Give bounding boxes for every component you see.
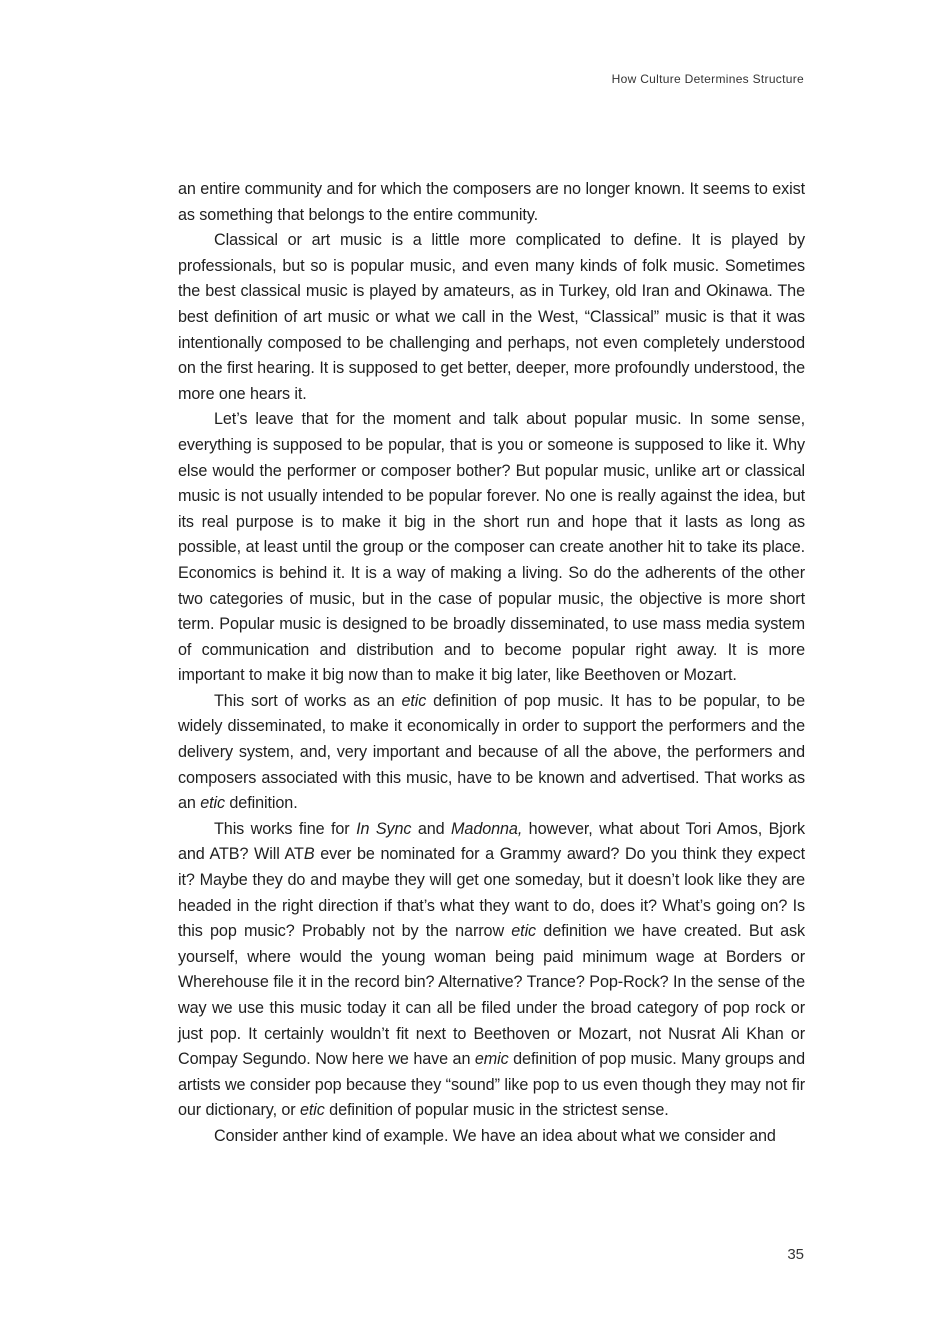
paragraph-etic-definition [178, 689, 805, 817]
text-run: definition of pop music. It has to be popular, to be widely disseminated, to make it economically in order to support the performers and the delivery system, and, very important and because of all the above, the performers and composers associated with this music, have to be known and advertised. That works as an [178, 691, 805, 813]
paragraph-classical-music [178, 228, 805, 407]
italic-term: etic [200, 794, 225, 813]
text-run: Consider anther kind of example. We have an idea about what we consider and [214, 1126, 776, 1145]
paragraph-continued [178, 177, 805, 228]
text-run: definition. [225, 794, 298, 813]
text-run: ever be nominated for a Grammy award? Do you think they expect it? Maybe they do and maybe they will get one someday, but it doesn’t look like they are headed in the right direction if that’s what they want to do, does it? What’s going on? Is this pop music? Probably not by the narrow [178, 845, 805, 941]
text-run: definition of popular music in the strictest sense. [324, 1101, 669, 1120]
italic-term: B [303, 845, 315, 864]
paragraph-popular-music [178, 407, 805, 689]
italic-term: etic [401, 691, 427, 710]
text-run: and [411, 819, 452, 838]
text-run: Classical or art music is a little more complicated to define. It is played by professionals, but so is popular music, and even many kinds of folk music. Sometimes the best classical music is played by amateurs, as in Turkey, old Iran and Okinawa. The best definition of art music or what we call in the West, “Classical” music is that it was intentionally composed to be challenging and perhaps, not even completely understood on the first hearing. It is supposed to get better, deeper, more profoundly understood, the more one hears it. [178, 231, 805, 403]
running-header: How Culture Determines Structure [611, 72, 804, 86]
text-run: an entire community and for which the composers are no longer known. It seems to exist as something that belongs to the entire community. [178, 180, 805, 224]
text-run: Let’s leave that for the moment and talk about popular music. In some sense, everything is supposed to be popular, that is you or someone is supposed to like it. Why else would the performer or composer bother? But popular music, unlike art or classical music is not usually intended to be popular forever. No one is really against the idea, but its real purpose is to make it big in the short run and hope that it lasts as long as possible, at least until the group or the composer can create another hit to take its place. Economics is behind it. It is a way of making a living. So do the adherents of the other two categories of music, but in the case of popular music, the objective is more short term. Popular music is designed to be broadly disseminated, to use mass media system of communication and distribution and to become popular right away. It is more important to make it big now than to make it big later, like Beethoven or Mozart. [178, 410, 805, 685]
text-run: definition we have created. But ask yourself, where would the young woman being paid minimum wage at Borders or Wherehouse file it in the record bin? Alternative? Trance? Pop-Rock? In the sense of the way we use this music today it can all be filed under the broad category of pop rock or just pop. It certainly wouldn’t fit next to Beethoven or Mozart, not Nusrat Ali Khan or Compay Segundo. Now here we have an [178, 922, 805, 1069]
italic-term: Madonna, [451, 819, 523, 838]
italic-term: In Sync [356, 819, 412, 838]
paragraph-emic-definition [178, 817, 805, 1124]
italic-term: etic [299, 1101, 325, 1120]
page-number: 35 [787, 1246, 804, 1263]
body-text [178, 177, 805, 1150]
italic-term: emic [474, 1050, 509, 1069]
text-run: This works fine for [214, 819, 357, 838]
text-run: however, what about Tori Amos, Bjork and ATB? Will AT [178, 819, 805, 864]
paragraph-another-example [178, 1124, 805, 1150]
italic-term: etic [511, 922, 537, 941]
text-run: This sort of works as an [214, 691, 402, 710]
text-run: definition of pop music. Many groups and artists we consider pop because they “sound” like pop to us even though they may not fir our dictionary, or [178, 1050, 805, 1120]
